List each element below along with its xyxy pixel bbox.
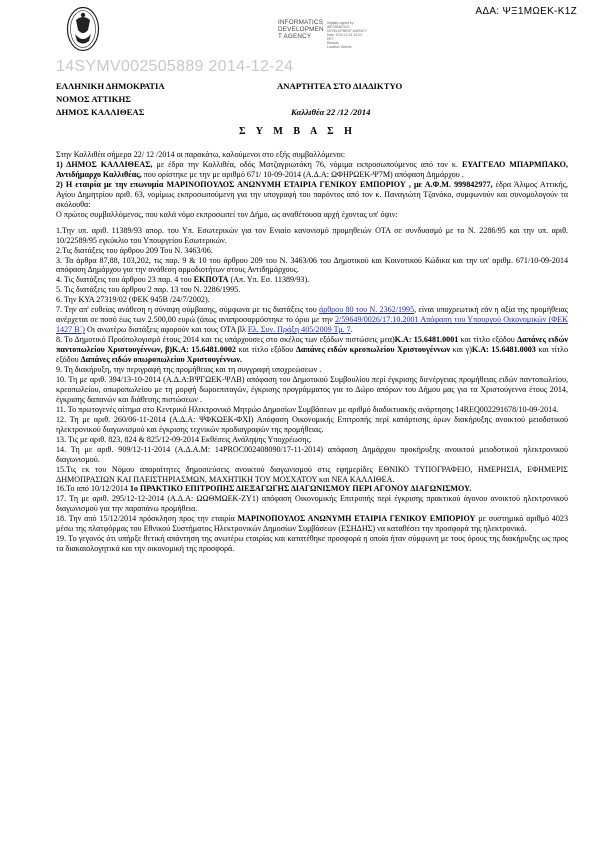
contracting-authority-paragraph: Ο πρώτος συμβαλλόμενος, που καλά νόμο εκπροσωπεί τον Δήμο, ως αναθέτουσα αρχή έχοντας υπ' όψιν: xyxy=(56,209,398,219)
clause-18 xyxy=(56,514,568,534)
text-span: (Απ. Υπ. Εσ. 11389/93). xyxy=(228,275,310,285)
contract-body xyxy=(56,150,568,554)
text-span: 18. Την από 15/12/2014 πρόσκληση προς την εταιρία xyxy=(56,514,238,524)
clause-19: 19. Το γεγονός ότι υπήρξε θετική απάντηση της ανωτέρω εταιρίας και κατατέθηκε προσφορά η οποία ήταν σύμφωνη με τους όρους της διακήρυξης ως προς τα διακαιολογητικά και την οικονομική της προσφορά. xyxy=(56,534,568,554)
ada-code: ΑΔΑ: ΨΞ1ΜΩΕΚ-Κ1Ζ xyxy=(475,6,577,17)
text-span: και γ) xyxy=(450,345,472,355)
clause-16 xyxy=(56,484,568,494)
clause-9: 9. Τη διακήρυξη, την περιγραφή της προμήθειας και τη συγγραφή υποχρεώσεων . xyxy=(56,365,322,375)
party-1-representative: ΕΥΑΓΓΕΛΟ ΜΠΑΡΜΠΑΚΟ, Αντιδήμαρχο Καλλιθέας, xyxy=(56,159,568,179)
clause-2: 2.Τις διατάξεις του άρθρου 209 Του Ν. 3463/06. xyxy=(56,245,213,255)
clause-14: 14. Τη με αριθ. 909/12-11-2014 (Α.Δ.Α.Μ: 14PROC002408090/17-11-2014) απόφαση Δημάρχου προκήρυξης ανοικτού μειοδοτικού ηλεκτρονικού διαγωνισμού. xyxy=(56,444,568,464)
intro-paragraph: Στην Καλλιθέα σήμερα 22/ 12 /2014 οι παρακάτω, καλούμενοι στο εξής συμβαλλόμενοι: xyxy=(56,150,346,159)
bold-span: ΕΚΠΟΤΑ xyxy=(193,275,229,285)
agency-line: T AGENCY xyxy=(278,32,312,40)
digital-signature-info xyxy=(327,21,385,49)
clause-8 xyxy=(56,335,568,365)
text-span: και τίτλο εξόδου xyxy=(458,335,518,345)
text-span: και τίτλο εξόδου xyxy=(56,345,569,365)
bold-span: Κ.Α: 15.6481.0001 xyxy=(394,335,459,345)
signature-line: Date: 2014.12.24 13:10: xyxy=(327,33,363,37)
clause-10: 10. Τη με αριθ. 394/13-10-2014 (Α.Δ.Α:ΒΨΓΩΕΚ-ΨΛΒ) απόφαση του Δημοτικού Συμβουλίου περί έγκρισης διενέργειας προμήθειας ειδών παντοπωλείου, κρεοπωλείου, οπωροπωλείου με τη μορφή δωροεπιταγών, έγκρισης προγράμματος για το Δώρο απόρων του Δήμου μας για τα Χριστούγεννα έτους 2014, έγκρισης δαπανών και διάθεσης πιστώσεων . xyxy=(56,374,568,404)
bold-span: ΜΑΡΙΝΟΠΟΥΛΟΣ ΑΝΩΝΥΜΗ ΕΤΑΙΡΙΑ ΓΕΝΙΚΟΥ ΕΜΠΟΡΙΟΥ xyxy=(237,514,476,524)
clause-7 xyxy=(56,305,568,335)
bold-span: 1ο ΠΡΑΚΤΙΚΟ ΕΠΙΤΡΟΠΗΣ ΔΙΕΞΑΓΩΓΗΣ ΔΙΑΓΩΝΙΣΜΟΥ ΠΕΡΙ ΑΓΟΝΟΥ ΔΙΑΓΩΝΙΣΜΟΥ. xyxy=(129,484,472,494)
clause-1: 1.Την υπ. αριθ. 11389/93 απορ. του Υπ. Εσωτερικών για τον Ενιαίο κανονισμό προμηθειών ΟΤΑ σε συνδυασμό με το Ν. 2286/95 και την υπ. αριθ. 10/22589/95 εγκύκλιο του Υπουργείου Εσωτερικών. xyxy=(56,225,568,245)
text-span: με έδρα την Καλλιθέα, οδός Ματζαγριωτάκη 76, νόμιμα εκπροσωπούμενος από τον κ. xyxy=(152,159,462,169)
bold-span: Δαπάνες ειδών παντοπωλείου Χριστουγέννων, β)Κ.Α: 15.6481.0002 xyxy=(56,335,569,355)
court-act-link[interactable]: Ελ. Συν. Πράξη 405/2009 Τμ. 7 xyxy=(247,325,351,335)
signature-line: Reason: xyxy=(327,41,340,45)
text-span: 16.Το από 10/12/2014 xyxy=(56,484,130,494)
party-2-paragraph xyxy=(56,180,568,210)
party-1-paragraph xyxy=(56,160,568,180)
signature-line: DEVELOPMENT AGENCY xyxy=(327,29,367,33)
signature-line: Digitally signed by xyxy=(327,21,354,25)
greek-emblem-icon xyxy=(66,6,100,52)
party-1-name: 1) ΔΗΜΟΣ ΚΑΛΛΙΘΕΑΣ, xyxy=(56,159,153,169)
text-span: με συστημικό αριθμό 4023 μέσω της πλατφόρμας του Εθνικού Συστήματος Ηλεκτρονικών Δημοσίων Συμβάσεων (ΕΣΗΔΗΣ) να καταθέσει την προσφορά της ηλεκτρονικά. xyxy=(56,514,568,534)
clause-5: 5. Τις διατάξεις του άρθρου 2 παρ. 13 του Ν. 2286/1995. xyxy=(56,285,241,295)
ministerial-decision-link[interactable]: 2/59649/0026/17.10.2001 Απόφαση του Υπουργού Οικονομικών (ΦΕΚ 1427 Β΄) xyxy=(56,315,568,335)
text-span: και τίτλο εξόδου xyxy=(235,345,296,355)
clause-4 xyxy=(56,275,568,285)
header-right-posting: ΑΝΑΡΤΗΤΕΑ ΣΤΟ ΔΙΑΔΙΚΤΥΟ xyxy=(277,81,403,91)
text-span: , είναι υποχρεωτική εάν η αξία της προμήθειας ανέρχεται σε ποσό έως των 2.500,00 ευρώ (όπως αναπροσαρμόστηκε το όριο με την xyxy=(56,305,568,325)
text-span: 4. Τις διατάξεις του άρθρου 23 παρ. 4 του xyxy=(56,275,194,285)
text-span: 8. Το Δημοτικό Προϋπολογισμό έτους 2014 και τις υπάρχουσες στο σκέλος των εξόδων πιστώσεις μεα) xyxy=(56,335,395,345)
header-left-line-1: ΕΛΛΗΝΙΚΗ ΔΗΜΟΚΡΑΤΙΑ xyxy=(56,81,165,91)
clause-6: 6. Την ΚΥΑ 27319/02 (ΦΕΚ 945Β /24/7/2002). xyxy=(56,295,210,305)
bold-span: Κ.Α: 15.6481.0003 xyxy=(471,345,536,355)
text-span: Οι ανωτέρω διατάξεις αφορούν και τους ΟΤΑ βλ xyxy=(85,325,248,335)
text-span: έδρα Άλιμος Αττικής, Αγίου Δημητρίου αριθ. 63, νομίμως εκπροσωπούμενη για την υπογραφή του παρόντος από τον κ. Παναγιώτη Τζανάκο, συμφωνούν και συνομολογούν τα ακόλουθα: xyxy=(56,179,568,209)
signature-line: Location: Athens xyxy=(327,45,352,49)
clause-15: 15.Τις εκ του Νόμου απαραίτητες δημοσιεύσεις ανοικτού διαγωνισμού στις εφημερίδες ΕΘΝΙΚΟ ΤΥΠΟΓΡΑΦΕΙΟ, ΗΜΕΡΗΣΙΑ, ΕΦΗΜΕΡΙΣ ΔΗΜΟΠΡΑΣΙΩΝ ΚΑΙ ΠΛΕΙΣΤΗΡΙΑΣΜΩΝ, ΜΑΧΗΤΙΚΗ ΤΟΥ ΜΟΣΧΑΤΟΥ και ΝΕΑ ΚΑΛΛΙΘΕΑ. xyxy=(56,464,568,484)
clause-17: 17. Τη με αριθ. 295/12-12-2014 (Α.Δ.Α: ΩΩΘΜΩΕΚ-ΖΥ1) απόφαση Οικονομικής Επιτροπής περί έγκρισης πρακτικού άγονου ανοικτού ηλεκτρονικού διαγωνισμού για την παραπάνω προμήθεια. xyxy=(56,494,568,514)
document-title: Σ Υ Μ Β Α Σ Η xyxy=(239,126,356,137)
text-span: που ορίστηκε με την με αριθμό 671/ 10-09-2014 (Α.Δ.Α: ΩΦΗΡΩΕΚ-Ψ7Μ) απόφαση Δημάρχου . xyxy=(141,169,464,179)
clause-12: 12. Τη με αριθ. 260/06-11-2014 (Α.Δ.Α: ΨΦΚΩΕΚ-ΦΧΙ) Απόφαση Οικονομικής Επιτροπής περί κατάρτισης όρων διακήρυξης ανοικτού μειοδοτικού ηλεκτρονικού διαγωνισμού και έγκρισης τεχνικών προδιαγραφών της προμήθειας. xyxy=(56,414,568,434)
agency-line: INFORMATICS xyxy=(278,19,324,26)
clause-11: 11. Το πρωτογενές αίτημα στο Κεντρικό Ηλεκτρονικό Μητρώο Δημοσίων Συμβάσεων με αριθμό διαδικτυακής ανάρτησης 14REQ002291678/10-09-2014. xyxy=(56,404,559,414)
agency-line: DEVELOPMEN xyxy=(278,25,324,33)
text-span: . xyxy=(350,325,353,335)
agency-label xyxy=(278,20,324,40)
signature-line: INFORMATICS xyxy=(327,25,350,29)
bold-span: Δαπάνες ειδών κρεοπωλείου Χριστουγέννων xyxy=(295,345,451,355)
clause-13: 13. Τις με αριθ. 823, 824 & 825/12-09-2014 Εκθέσεις Ανάληψης Υποχρέωσης. xyxy=(56,434,312,444)
header-left-line-2: ΝΟΜΟΣ ΑΤΤΙΚΗΣ xyxy=(56,94,131,104)
header-left-line-3: ΔΗΜΟΣ ΚΑΛΛΙΘΕΑΣ xyxy=(56,107,145,117)
party-2-name: 2) Η εταιρία με την επωνυμία ΜΑΡΙΝΟΠΟΥΛΟΣ ΑΝΩΝΥΜΗ ΕΤΑΙΡΙΑ ΓΕΝΙΚΟΥ ΕΜΠΟΡΙΟΥ , με Α.Φ.Μ. 999842977, xyxy=(56,179,493,189)
clause-3: 3. Τα άρθρα 87,88, 103,202, τις παρ. 9 & 10 του άρθρου 209 του Ν. 3463/06 του Δημοτικού και Κοινοτικού Κώδικα και την υπ' αριθμ. 671/10-09-2014 απόφαση Δημάρχου για την ανάθεση αρμοδιοτήτων στους Αντιδημάρχους. xyxy=(56,255,568,275)
signature-line: EET xyxy=(327,37,334,41)
text-span: 7. Την απ' ευθείας ανάθεση η σύναψη σύμβασης, σύμφωνα με τις διατάξεις του xyxy=(56,305,319,315)
bold-span: Δαπάνες ειδών οπωροπωλείου Χριστουγέννων. xyxy=(80,355,242,365)
header-right-date: Καλλιθέα 22 /12 /2014 xyxy=(291,107,371,117)
document-id-watermark: 14SYMV002505889 2014-12-24 xyxy=(56,58,294,75)
law-link[interactable]: άρθρου 80 του Ν. 2362/1995 xyxy=(318,305,415,315)
